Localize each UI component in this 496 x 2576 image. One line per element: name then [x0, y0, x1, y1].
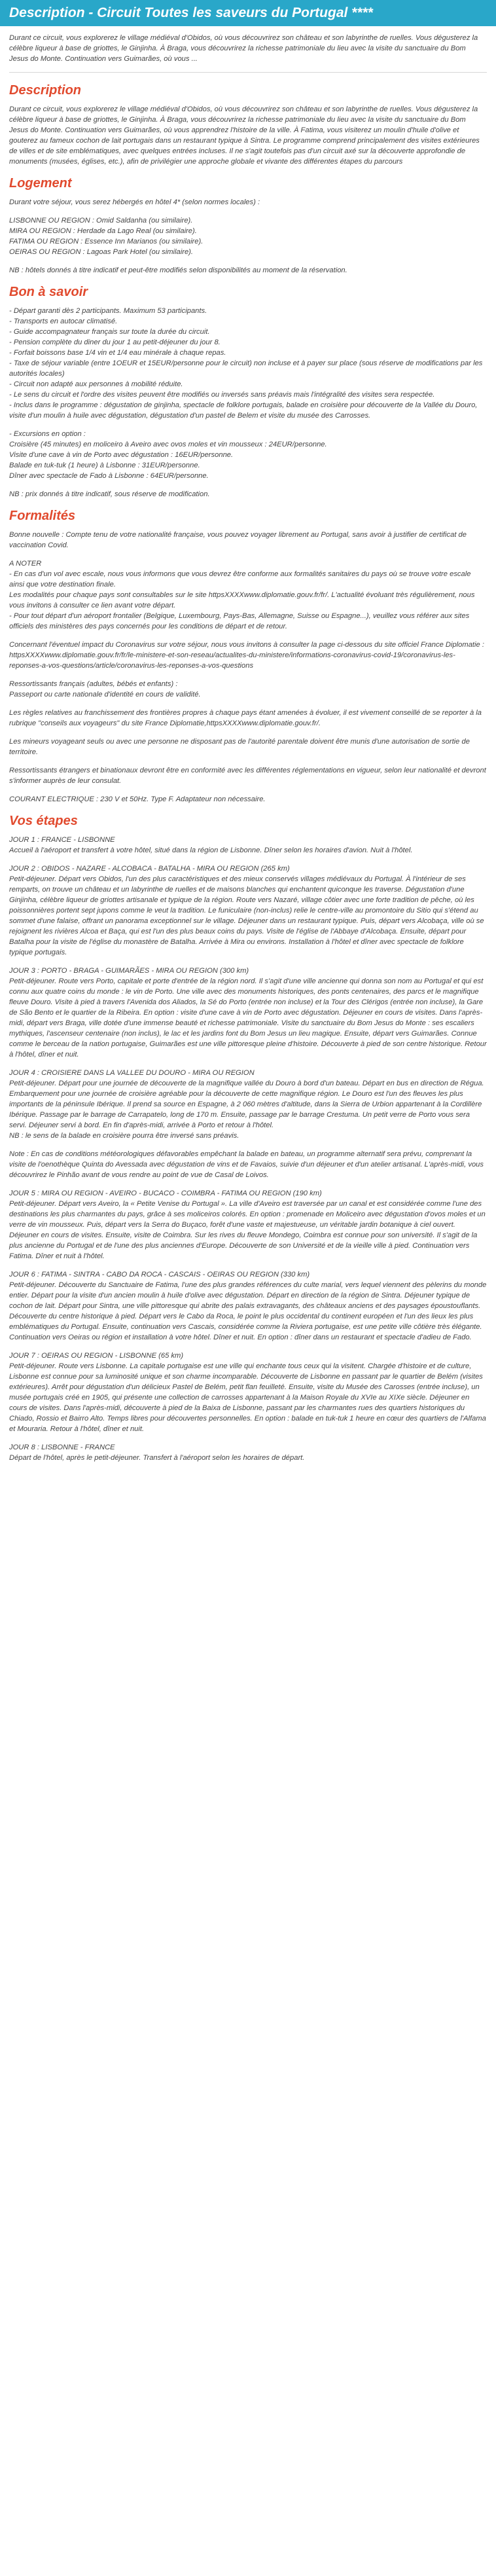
section-title-formalites: Formalités: [9, 509, 76, 523]
etape-jour-4: JOUR 4 : CROISIERE DANS LA VALLEE DU DOURO - MIRA OU REGION Petit-déjeuner. Départ pour une journée de découverte de la magnifique vallée du Douro à bord d'un bateau. Départ en bus en direction de Régua. Embarquement pour une journée de croisière agréable pour la découverte de cette magnifique région. Le Douro est l'un des fleuves les plus importants de la péninsule Ibérique. Il prend sa source en Espagne, à 2 060 mètres d'altitude, dans la Sierra de Urbion appartenant à la Cordillère Ibérique. Passage par le barrage de Carrapatelo, long de 170 m. Ensuite, passage par le barrage Crestuma. Un petit verre de Porto vous sera servi. Déjeuner servi à bord. En fin d'après-midi, arrivée à Porto et retour à l'hôtel. NB : le sens de la balade en croisière pourra être inversé sans préavis.: [9, 1069, 484, 1140]
logement-hotels: LISBONNE OU REGION : Omid Saldanha (ou similaire). MIRA OU REGION : Herdade da Lago Real (ou similaire). FATIMA OU REGION : Essence Inn Marianos (ou similaire). OEIRAS OU REGION : Lagoas Park Hotel (ou similaire).: [9, 217, 204, 256]
bon-a-savoir-note: NB : prix donnés à titre indicatif, sous réserve de modification.: [9, 490, 210, 498]
formalites-text-4: Ressortissants français (adultes, bébés et enfants) : Passeport ou carte nationale d'identité en cours de validité.: [9, 680, 201, 698]
page-title: Description - Circuit Toutes les saveurs du Portugal ****: [0, 0, 496, 26]
description-text: Durant ce circuit, vous explorerez le village médiéval d'Obidos, où vous découvrirez son château et son labyrinthe de ruelles. Vous dégusterez la célèbre liqueur à base de griottes, le Ginjinha. À Braga, vous découvrirez la richesse patrimoniale du lieu avec la visite du sanctuaire du Bom Jesus do Monte. Continuation vers Guimarães, où vous apprendrez l'histoire de la ville. À Fatima, vous visiterez un moulin d'huile d'olive et gouterez au fameux cochon de lait portugais dans un restaurant typique à Sintra. Le programme comprend principalement des visites extérieures de villes et de site emblématiques, avec quelques entrées incluses. Il ne s'agit toutefois pas d'un circuit axé sur la découverte approfondie de monuments (musées, églises, etc.), afin de privilégier une approche globale et vivante des différentes étapes du parcours: [9, 105, 480, 166]
etape-note-meteo: Note : En cas de conditions météorologiques défavorables empêchant la balade en bateau, un programme alternatif sera prévu, comprenant la visite de l'oenothèque Quinta do Avessada avec dégustation de vins et de Favaios, suivie d'un déjeuner et d'un atelier artisanal. L'après-midi, vous découvrirez le Pinhão avant de vous rendre au point de vue de Casal de Loivos.: [9, 1150, 484, 1179]
etape-jour-7: JOUR 7 : OEIRAS OU REGION - LISBONNE (65 km) Petit-déjeuner. Route vers Lisbonne. La capitale portugaise est une ville qui enchante tous ceux qui la visitent. Chargée d'histoire et de culture, Lisbonne est connue pour sa luminosité unique et son charme incomparable. Découverte de Lisbonne en passant par le quartier de Belém (visites extérieures). Arrêt pour dégustation d'un délicieux Pastel de Belém, petit flan feuilleté. Ensuite, visite du Musée des Carosses (entrée incluse), un musée portugais créé en 1905, qui présente une collection de carrosses appartenant à la Maison Royale du XVIe au XIXe siècle. Déjeuner en cours de visites. Dans l'après-midi, découverte à pied de la Baixa de Lisbonne, passant par les charmantes rues des quartiers historiques du Chiado, Rossio et Bairro Alto. Temps libres pour découvertes personnelles. En option : balade en tuk-tuk 1 heure en cœur des quartiers de l'Alfama et Mouraria. Retour à l'hôtel, dîner et nuit.: [9, 1352, 486, 1433]
logement-text-1: Durant votre séjour, vous serez hébergés en hôtel 4* (selon normes locales) :: [9, 198, 260, 206]
formalites-text-3: Concernant l'éventuel impact du Coronavirus sur votre séjour, nous vous invitons à consulter la page ci-dessous du site officiel France Diplomatie : httpsXXXXwww.diplomatie.gouv.fr/fr/le-ministere-et-son-reseau/actualites-du-ministere/informations-coronavirus-covid-19/coronavirus-les-reponses-a-vos-questions/article/coronavirus-les-reponses-a-vos-questions: [9, 641, 484, 670]
etape-jour-2: JOUR 2 : OBIDOS - NAZARE - ALCOBACA - BATALHA - MIRA OU REGION (265 km) Petit-déjeuner. Départ vers Obidos, l'un des plus caractéristiques et des mieux conservés villages médiévaux du Portugal. À l'intérieur de ses remparts, on trouve un château et un labyrinthe de ruelles et de maisons blanches qui enchantent quiconque les traverse. Dégustation d'une Ginjinha, célèbre liqueur de griottes artisanale et typique de la région. Route vers Nazaré, village côtier avec une forte tradition de pêche, où les poissonnières portent sept jupons comme le veut la tradition. Le funiculaire (non-inclus) relie le centre-ville au promontoire du Sitio qui s'étend au sommet d'une falaise, offrant un panorama exceptionnel sur le village. Déjeuner dans un restaurant typique. Puis, départ vers Alcobaça, ville où se rejoignent les rivières Alcoa et Baça, qui est l'un des plus beaux coins du pays. Visite de l'église de l'Abbaye d'Alcobaça. Ensuite, départ pour Batalha pour la visite de l'église du monastère de Batalha. Arrivée à Mira ou environs. Installation à l'hôtel et dîner avec spectacle de folklore typique portugais.: [9, 865, 484, 956]
etape-jour-8: JOUR 8 : LISBONNE - FRANCE Départ de l'hôtel, après le petit-déjeuner. Transfert à l'aéroport selon les horaires de départ.: [9, 1443, 305, 1462]
formalites-text-6: Les mineurs voyageant seuls ou avec une personne ne disposant pas de l'autorité parentale doivent être munis d'une autorisation de sortie de territoire.: [9, 738, 470, 756]
content: [0, 26, 496, 1463]
bon-a-savoir-list: - Départ garanti dès 2 participants. Maximum 53 participants. - Transports en autocar climatisé. - Guide accompagnateur français sur toute la durée du circuit. - Pension complète du diner du jour 1 au petit-déjeuner du jour 8. - Forfait boissons base 1/4 vin et 1/4 eau minérale à chaque repas. - Taxe de séjour variable (entre 1OEUR et 15EUR/personne pour le circuit) non incluse et à payer sur place (sous réserve de modifications par les autorités locales) - Circuit non adapté aux personnes à mobilité réduite. - Le sens du circuit et l'ordre des visites peuvent être modifiés ou inversés sans préavis mais l'intégralité des visites sera respectée. - Inclus dans le programme : dégustation de ginjinha, spectacle de folklore portugais, balade en croisière pour découverte de la Vallée du Douro, visite d'un moulin à huile avec dégustation, dégustation d'un pastel de Belem et visite du musée des Carrosses.: [9, 307, 483, 420]
section-title-bon-a-savoir: Bon à savoir: [9, 285, 88, 299]
divider: [9, 72, 487, 73]
etape-jour-6: JOUR 6 : FATIMA - SINTRA - CABO DA ROCA - CASCAIS - OEIRAS OU REGION (330 km) Petit-déjeuner. Découverte du Sanctuaire de Fatima, l'une des plus grandes références du culte marial, vers lequel viennent des pèlerins du monde entier. Départ pour la visite d'un ancien moulin à huile d'olive avec dégustation. Départ en direction de la région de Sintra. Déjeuner typique de cochon de lait. Départ pour Sintra, une ville pittoresque qui abrite des palais extravagants, des châteaux anciens et des paysages époustouflants. Découverte du centre historique à pied. Départ vers le Cabo da Roca, le point le plus occidental du continent européen et l'un des lieux les plus emblématiques du Portugal. Ensuite, continuation vers Cascais, considérée comme la Riviera portugaise, est une petite ville côtière très élégante. Continuation vers Oeiras ou région et installation à votre hôtel. Dîner et nuit. En option : dîner dans un restaurant et spectacle d'adieu de Fado.: [9, 1271, 487, 1341]
etape-jour-5: JOUR 5 : MIRA OU REGION - AVEIRO - BUCACO - COIMBRA - FATIMA OU REGION (190 km) Petit-déjeuner. Départ vers Aveiro, la « Petite Venise du Portugal ». La ville d'Aveiro est traversée par un canal et est considérée comme l'une des destinations les plus charmantes du pays, grâce à ses moliceiros colorés. En option : promenade en Moliceiro avec dégustation d'ovos moles et un verre de vin mousseux. Puis, départ vers la Serra do Buçaco, forêt d'une vaste et majestueuse, un véritable jardin botanique à ciel ouvert. Déjeuner en cours de visites. Ensuite, visite de Coimbra. Sur les rives du fleuve Mondego, Coimbra est connue pour son université. Il s'agit de la plus ancienne du Portugal et de l'une des plus anciennes d'Europe. Découverte de son Université et de la vieille ville à pied. Continuation vers Fatima. Dîner et nuit à l'hôtel.: [9, 1189, 486, 1260]
section-title-description: Description: [9, 83, 82, 98]
bon-a-savoir-options: - Excursions en option : Croisière (45 minutes) en moliceiro à Aveiro avec ovos moles et vin mousseux : 24EUR/personne. Visite d'une cave à vin de Porto avec dégustation : 16EUR/personne. Balade en tuk-tuk (1 heure) à Lisbonne : 31EUR/personne. Dîner avec spectacle de Fado à Lisbonne : 64EUR/personne.: [9, 430, 327, 480]
logement-note: NB : hôtels donnés à titre indicatif et peut-être modifiés selon disponibilités au moment de la réservation.: [9, 266, 347, 274]
formalites-text-7: Ressortissants étrangers et binationaux devront être en conformité avec les différentes réglementations en vigueur, selon leur nationalité et devront s'informer auprès de leur consulat.: [9, 767, 486, 785]
etape-jour-3: JOUR 3 : PORTO - BRAGA - GUIMARÃES - MIRA OU REGION (300 km) Petit-déjeuner. Route vers Porto, capitale et porte d'entrée de la région nord. Il s'agit d'une ville ancienne qui donna son nom au Portugal et qui est connu aux quatre coins du monde : le vin de Porto. Une ville avec des monuments historiques, des ponts centenaires, des parcs et le magnifique fleuve Douro. Visite à pied à travers l'Avenida dos Aliados, la Sé do Porto (entrée non incluse) et la Tour des Clérigos (entrée non incluse), la Gare de São Bento et le quartier de la Ribeira. En option : visite d'une cave à vin de Porto avec dégustation. Déjeuner en cours de visites. Dans l'après-midi, départ vers Braga, ville dotée d'une immense beauté et richesse patrimoniale. Visite du sanctuaire du Bom Jesus do Monte : ses escaliers mythiques, l'ascenseur centenaire (non inclus), le lac et les jardins font du Bom Jesus un lieu magique. Ensuite, départ vers Guimarães. Connue comme le berceau de la nation portugaise, Guimarães est une ville pittoresque pleine d'histoire. Découverte à pied de son centre historique. Retour à l'hôtel, dîner et nuit.: [9, 967, 487, 1059]
section-title-vos-etapes: Vos étapes: [9, 814, 78, 828]
formalites-text-2: A NOTER - En cas d'un vol avec escale, nous vous informons que vous devrez être conforme aux formalités sanitaires du pays où se trouve votre escale ainsi que votre destination finale. Les modalités pour chaque pays sont consultables sur le site httpsXXXXwww.diplomatie.gouv.fr/fr/. L'actualité évoluant très régulièrement, nous vous invitons à consulter ce lien avant votre départ. - Pour tout départ d'un aéroport frontalier (Belgique, Luxembourg, Pays-Bas, Allemagne, Suisse ou Espagne...), veuillez vous référer aux sites officiels des ministères des pays concernés pour les conditions de départ et de retour.: [9, 560, 475, 630]
section-title-logement: Logement: [9, 176, 72, 190]
etape-jour-1: JOUR 1 : FRANCE - LISBONNE Accueil à l'aéroport et transfert à votre hôtel, situé dans la région de Lisbonne. Dîner selon les horaires d'avion. Nuit à l'hôtel.: [9, 836, 413, 854]
formalites-text-5: Les règles relatives au franchissement des frontières propres à chaque pays étant amenées à évoluer, il est vivement conseillé de se reporter à la rubrique "conseils aux voyageurs" du site France Diplomatie,httpsXXXXwww.diplomatie.gouv.fr/.: [9, 709, 482, 727]
intro-summary: Durant ce circuit, vous explorerez le village médiéval d'Obidos, où vous découvrirez son château et son labyrinthe de ruelles. Vous dégusterez la célèbre liqueur à base de griottes, le Ginjinha. À Braga, vous découvrirez la richesse patrimoniale du lieu avec la visite du sanctuaire du Bom Jesus do Monte. Continuation vers Guimarães, où vous ...: [9, 34, 478, 63]
formalites-text-8: COURANT ELECTRIQUE : 230 V et 50Hz. Type F. Adaptateur non nécessaire.: [9, 795, 266, 803]
formalites-text-1: Bonne nouvelle : Compte tenu de votre nationalité française, vous pouvez voyager librement au Portugal, sans avoir à justifier de certificat de vaccination Covid.: [9, 531, 467, 549]
